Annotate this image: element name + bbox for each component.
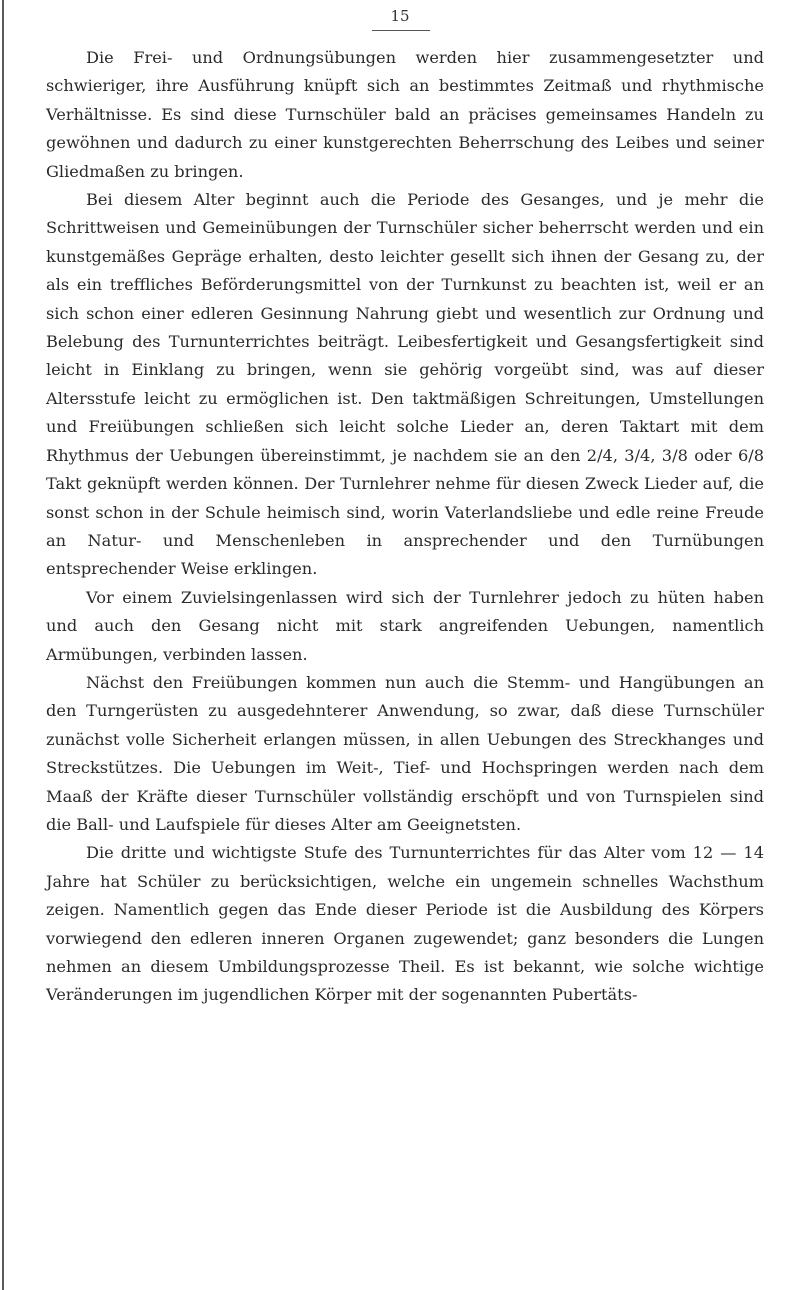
paragraph-exercises: Die Frei- und Ordnungsübungen werden hier zusammengesetzter und schwieriger, ihre Ausführung knüpft sich an bestimmtes Zeitmaß und rhythmische Verhältnisse. Es sind diese Turnschüler bald an präcises gemeinsames Handeln zu gewöhnen und dadurch zu einer kunstgerechten Beherrschung des Leibes und seiner Gliedmaßen zu bringen. (46, 48, 764, 181)
body-text (46, 44, 764, 1010)
header-rule (372, 30, 430, 31)
paragraph-third-stage: Die dritte und wichtigste Stufe des Turnunterrichtes für das Alter vom 12 — 14 Jahre hat Schüler zu berücksichtigen, welche ein ungemein schnelles Wachsthum zeigen. Namentlich gegen das Ende dieser Periode ist die Ausbildung des Körpers vorwiegend den edleren inneren Organen zugewendet; ganz besonders die Lungen nehmen an diesem Umbildungsprozesse Theil. Es ist bekannt, wie solche wichtige Veränderungen im jugendlichen Körper mit der sogenannten Pubertäts- (46, 843, 764, 1005)
page-number: 15 (390, 7, 410, 25)
page-edge-line (2, 0, 4, 1290)
paragraph-singing: Bei diesem Alter beginnt auch die Periode des Gesanges, und je mehr die Schrittweisen und Gemeinübungen der Turnschüler sicher beherrscht werden und ein kunstgemäßes Gepräge erhalten, desto leichter gesellt sich ihnen der Gesang zu, der als ein treffliches Beförderungsmittel von der Turnkunst zu beachten ist, weil er an sich schon einer edleren Gesinnung Nahrung giebt und wesentlich zur Ordnung und Belebung des Turnunterrichtes beiträgt. Leibesfertigkeit und Gesangsfertigkeit sind leicht in Einklang zu bringen, wenn sie gehörig vorgeübt sind, was auf dieser Altersstufe leicht zu ermöglichen ist. Den taktmäßigen Schreitungen, Umstellungen und Freiübungen schließen sich leicht solche Lieder an, deren Taktart mit dem Rhythmus der Uebungen übereinstimmt, je nachdem sie an den 2/4, 3/4, 3/8 oder 6/8 Takt geknüpft werden können. Der Turnlehrer nehme für diesen Zweck Lieder auf, die sonst schon in der Schule heimisch sind, worin Vaterlandsliebe und edle reine Freude an Natur- und Menschenleben in ansprechender und den Turnübungen entsprechender Weise erklingen. (46, 190, 764, 579)
paragraph-apparatus: Nächst den Freiübungen kommen nun auch die Stemm- und Hangübungen an den Turngerüsten zu ausgedehnterer Anwendung, so zwar, daß diese Turnschüler zunächst volle Sicherheit erlangen müssen, in allen Uebungen des Streckhanges und Streckstützes. Die Uebungen im Weit-, Tief- und Hochspringen werden nach dem Maaß der Kräfte dieser Turnschüler vollständig erschöpft und von Turnspielen sind die Ball- und Laufspiele für dieses Alter am Geeignetsten. (46, 672, 764, 834)
paragraph-caution: Vor einem Zuvielsingenlassen wird sich der Turnlehrer jedoch zu hüten haben und auch den Gesang nicht mit stark angreifenden Uebungen, namentlich Armübungen, verbinden lassen. (46, 587, 764, 664)
